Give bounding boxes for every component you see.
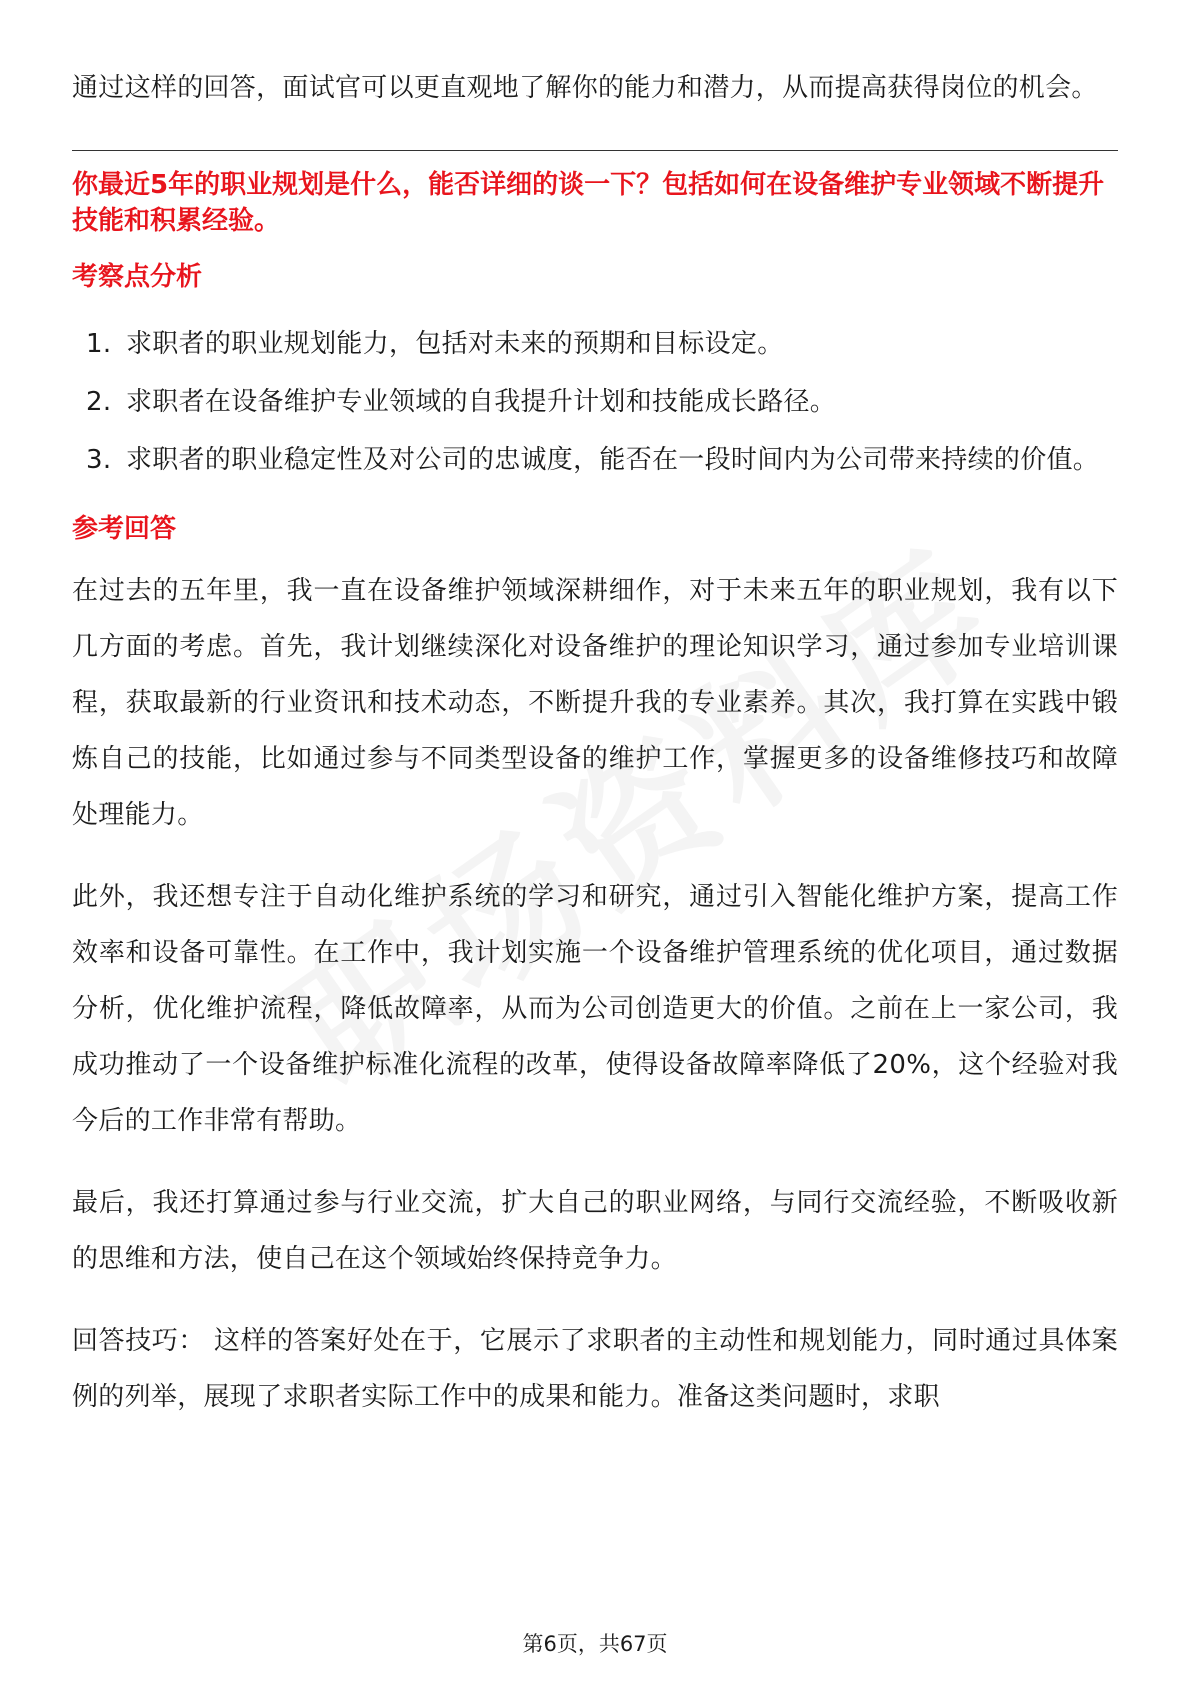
answer-paragraph: 此外，我还想专注于自动化维护系统的学习和研究，通过引入智能化维护方案，提高工作效率和设备可靠性。在工作中，我计划实施一个设备维护管理系统的优化项目，通过数据分析，优化维护流程，降低故障率，从而为公司创造更大的价值。之前在上一家公司，我成功推动了一个设备维护标准化流程的改革，使得设备故障率降低了20%，这个经验对我今后的工作非常有帮助。 <box>72 882 1118 1136</box>
list-item-number: 3. <box>86 445 112 475</box>
answer-tips-paragraph: 回答技巧： 这样的答案好处在于，它展示了求职者的主动性和规划能力，同时通过具体案例的列举，展现了求职者实际工作中的成果和能力。准备这类问题时，求职 <box>72 1326 1118 1412</box>
list-item-text: 求职者的职业规划能力，包括对未来的预期和目标设定。 <box>126 329 784 359</box>
answer-paragraph: 最后，我还打算通过参与行业交流，扩大自己的职业网络，与同行交流经验，不断吸收新的思维和方法，使自己在这个领域始终保持竞争力。 <box>72 1188 1118 1274</box>
document-page <box>72 60 1118 1425</box>
list-item-text: 求职者的职业稳定性及对公司的忠诚度，能否在一段时间内为公司带来持续的价值。 <box>126 445 1100 475</box>
interview-question: 你最近5年的职业规划是什么，能否详细的谈一下？包括如何在设备维护专业领域不断提升技能和积累经验。 <box>72 170 1105 236</box>
answer-paragraph: 在过去的五年里，我一直在设备维护领域深耕细作，对于未来五年的职业规划，我有以下几方面的考虑。首先，我计划继续深化对设备维护的理论知识学习，通过参加专业培训课程，获取最新的行业资讯和技术动态，不断提升我的专业素养。其次，我打算在实践中锻炼自己的技能，比如通过参与不同类型设备的维护工作，掌握更多的设备维修技巧和故障处理能力。 <box>72 576 1118 830</box>
intro-paragraph: 通过这样的回答，面试官可以更直观地了解你的能力和潜力，从而提高获得岗位的机会。 <box>72 73 1098 103</box>
list-item <box>72 431 1118 489</box>
list-item-text: 求职者在设备维护专业领域的自我提升计划和技能成长路径。 <box>126 387 837 417</box>
list-item-number: 2. <box>86 387 112 417</box>
answer-heading: 参考回答 <box>72 514 177 544</box>
list-item <box>72 373 1118 431</box>
section-divider <box>72 150 1118 151</box>
analysis-points-list <box>72 315 1118 489</box>
page-number-footer: 第6页，共67页 <box>522 1632 668 1656</box>
list-item-number: 1. <box>86 329 112 359</box>
analysis-heading: 考察点分析 <box>72 262 203 292</box>
list-item <box>72 315 1118 373</box>
